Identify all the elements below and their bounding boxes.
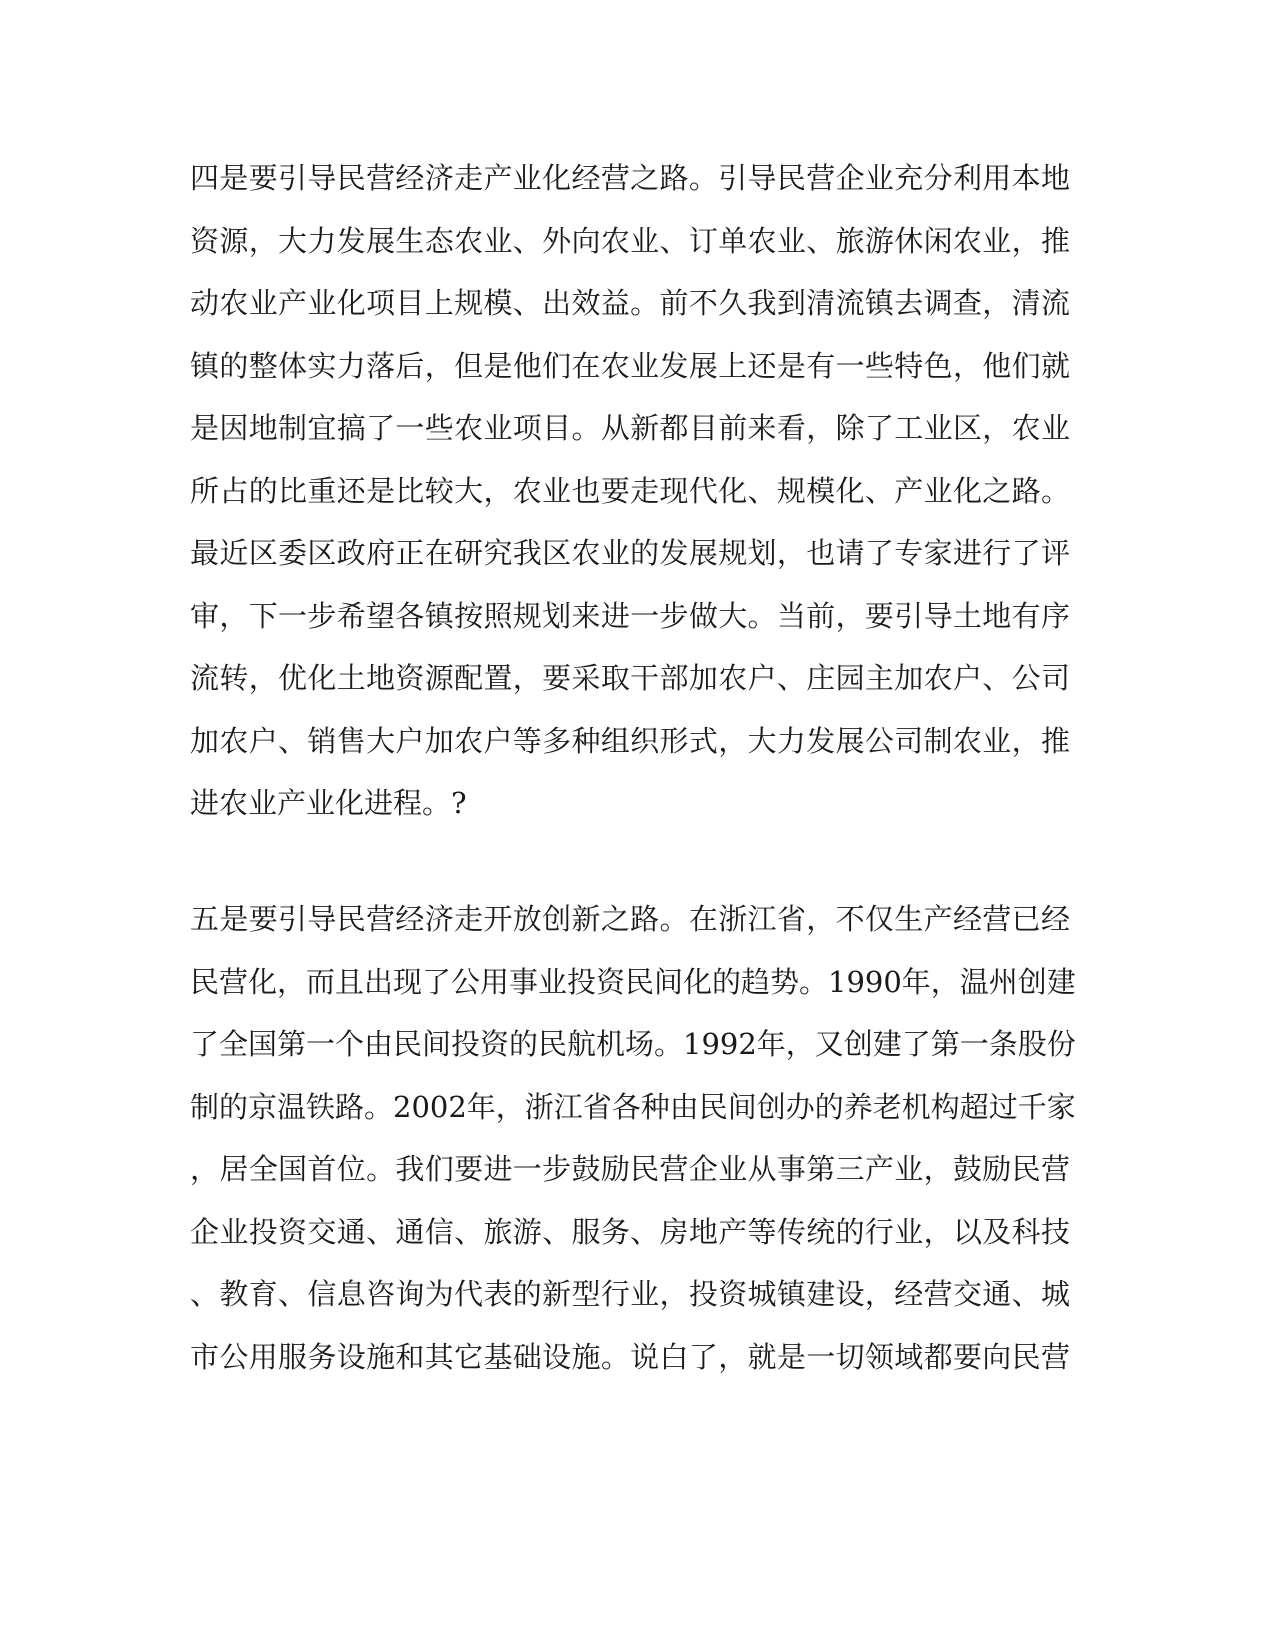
paragraph-line: 民营化，而且出现了公用事业投资民间化的趋势。1990年，温州创建 (190, 965, 1076, 999)
paragraph-line: 市公用服务设施和其它基础设施。说白了，就是一切领域都要向民营 (190, 1340, 1070, 1374)
paragraph-line: 五是要引导民营经济走开放创新之路。在浙江省，不仅生产经营已经 (190, 902, 1070, 936)
paragraph-line: ，居全国首位。我们要进一步鼓励民营企业从事第三产业，鼓励民营 (190, 1152, 1070, 1186)
paragraph-line: 动农业产业化项目上规模、出效益。前不久我到清流镇去调查，清流 (190, 286, 1070, 320)
paragraph-line: 最近区委区政府正在研究我区农业的发展规划，也请了专家进行了评 (190, 536, 1070, 570)
paragraph-line: 企业投资交通、通信、旅游、服务、房地产等传统的行业，以及科技 (190, 1215, 1070, 1249)
paragraph-line: 资源，大力发展生态农业、外向农业、订单农业、旅游休闲农业，推 (190, 224, 1070, 258)
paragraph-line: 审，下一步希望各镇按照规划来进一步做大。当前，要引导土地有序 (190, 599, 1070, 633)
paragraph-line: 是因地制宜搞了一些农业项目。从新都目前来看，除了工业区，农业 (190, 411, 1070, 445)
paragraph-line: 进农业产业化进程。? (190, 786, 467, 820)
paragraph-line: 制的京温铁路。2002年，浙江省各种由民间创办的养老机构超过千家 (190, 1090, 1076, 1124)
paragraph-line: 加农户、销售大户加农户等多种组织形式，大力发展公司制农业，推 (190, 724, 1070, 758)
paragraph-line: 流转，优化土地资源配置，要采取干部加农户、庄园主加农户、公司 (190, 661, 1070, 695)
paragraph-line: 四是要引导民营经济走产业化经营之路。引导民营企业充分利用本地 (190, 161, 1070, 195)
paragraph-line: 镇的整体实力落后，但是他们在农业发展上还是有一些特色，他们就 (190, 349, 1070, 383)
paragraph-line: 、教育、信息咨询为代表的新型行业，投资城镇建设，经营交通、城 (190, 1277, 1070, 1311)
paragraph-line: 所占的比重还是比较大，农业也要走现代化、规模化、产业化之路。 (190, 474, 1070, 508)
paragraph-line: 了全国第一个由民间投资的民航机场。1992年，又创建了第一条股份 (190, 1027, 1076, 1061)
